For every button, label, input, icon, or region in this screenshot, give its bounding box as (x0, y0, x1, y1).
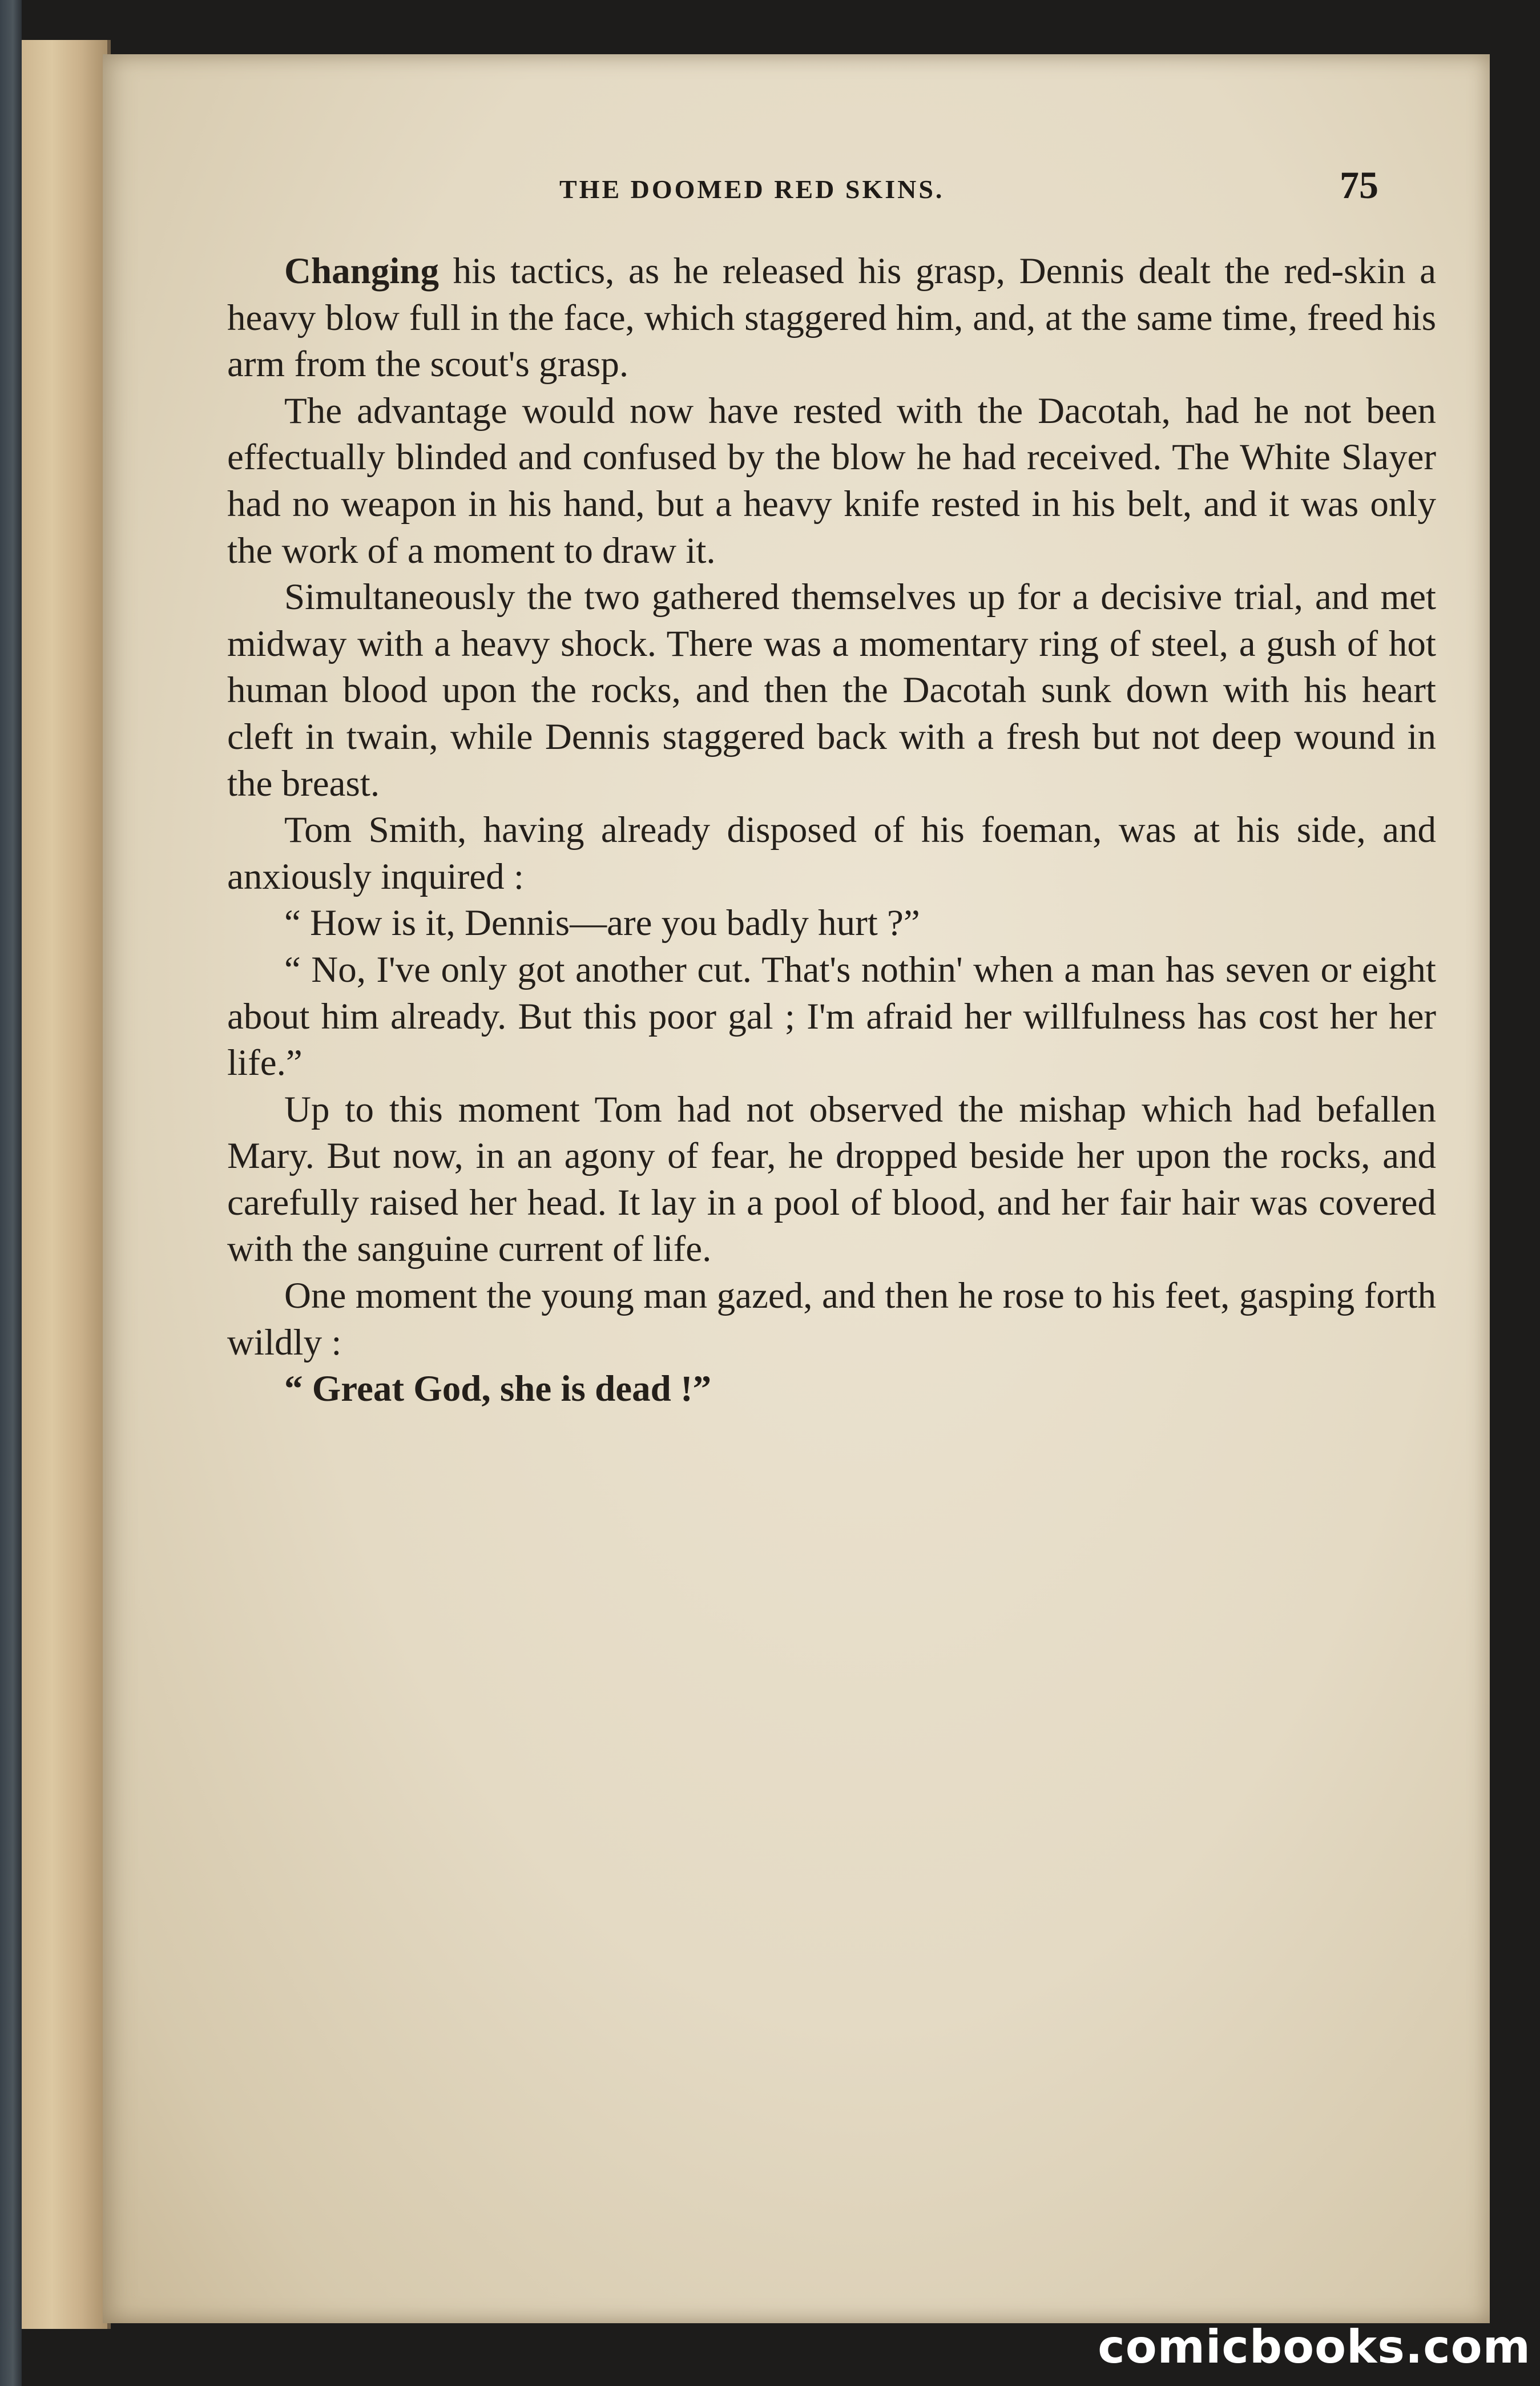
paragraph-text: “ No, I've only got another cut. That's nothin' when a man has seven or eight about him already. But this poor gal ; I'm afraid her willfulness has cost her her life.” (227, 949, 1436, 1084)
paragraph (227, 807, 1436, 900)
book-page (103, 54, 1490, 2323)
running-title: THE DOOMED RED SKINS. (559, 175, 945, 204)
page-header (103, 163, 1490, 220)
paragraph (227, 1087, 1436, 1273)
paragraph (227, 947, 1436, 1087)
paragraph-text: One moment the young man gazed, and then he rose to his feet, gasping forth wildly : (227, 1275, 1436, 1363)
previous-page-edge (22, 40, 111, 2329)
paragraph (227, 1273, 1436, 1366)
binding-cloth (0, 0, 22, 2386)
paragraph-text: Simultaneously the two gathered themselves up for a decisive trial, and met midway with a heavy shock. There was a momentary ring of steel, a gush of hot human blood upon the rocks, and then the Dacotah sunk down with his heart cleft in twain, while Dennis staggered back with a fresh but not deep wound in the breast. (227, 577, 1436, 804)
paragraph-lead: Changing (284, 251, 439, 292)
paragraph-text: “ How is it, Dennis—are you badly hurt ?” (284, 902, 920, 944)
paragraph-final (227, 1366, 1436, 1413)
paragraph (227, 248, 1436, 388)
body-text (227, 248, 1436, 1413)
paragraph-text: Up to this moment Tom had not observed the mishap which had befallen Mary. But now, in an agony of fear, he dropped beside her upon the rocks, and carefully raised her head. It lay in a pool of blood, and her fair hair was covered with the sanguine current of life. (227, 1089, 1436, 1270)
paragraph-text: The advantage would now have rested with the Dacotah, had he not been effectually blinded and confused by the blow he had received. The White Slayer had no weapon in his hand, but a heavy knife rested in his belt, and it was only the work of a moment to draw it. (227, 390, 1436, 571)
paragraph (227, 574, 1436, 807)
site-watermark: comicbooks.com (1098, 2320, 1531, 2373)
page-number: 75 (1340, 163, 1378, 207)
paragraph-text: Tom Smith, having already disposed of his foeman, was at his side, and anxiously inquired : (227, 809, 1436, 897)
paragraph-text: his tactics, as he released his grasp, Dennis dealt the red-skin a heavy blow full in the face, which staggered him, and, at the same time, freed his arm from the scout's grasp. (227, 251, 1436, 385)
paragraph-text: “ Great God, she is dead !” (284, 1368, 712, 1410)
paragraph (227, 900, 1436, 947)
paragraph (227, 388, 1436, 574)
